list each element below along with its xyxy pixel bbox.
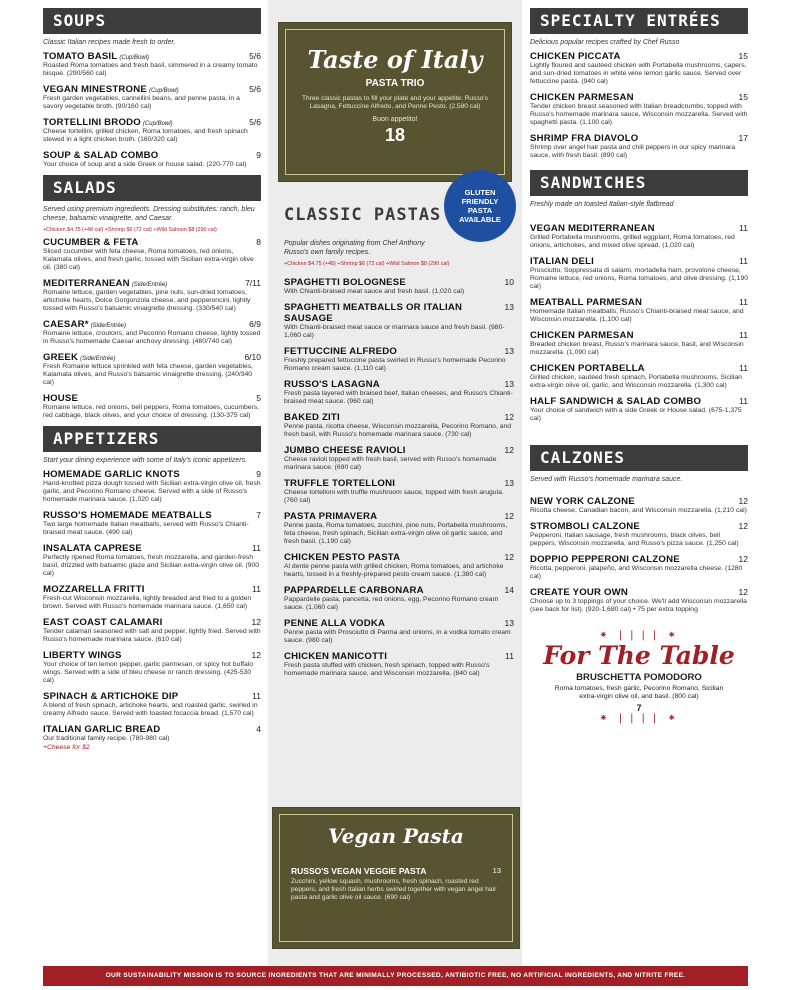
item-price: 4: [256, 724, 261, 734]
menu-item: [530, 223, 748, 250]
bruschetta-name: BRUSCHETTA POMODORO: [576, 672, 702, 683]
salads-list: [43, 237, 261, 420]
item-name: JUMBO CHEESE RAVIOLI: [284, 445, 406, 456]
salads-intro: Served using premium ingredients. Dressing substitutes: ranch, bleu cheese, balsamic vinaigrette, and Caesar.: [43, 206, 255, 222]
item-desc: Your choice of ten lemon pepper, garlic parmesan, or spicy hot buffalo wings. Served with a side of bleu cheese or ranch dressing. (425-530 cal): [43, 661, 254, 684]
item-price: 9: [256, 150, 261, 160]
menu-item: [284, 379, 514, 406]
menu-item: [43, 650, 261, 685]
item-desc: With Chianti-braised meat sauce or marinara sauce and fresh basil. (980-1,060 cal): [284, 324, 505, 339]
menu-item: [530, 396, 748, 423]
item-size-note: (Cup/Bowl): [142, 121, 173, 127]
item-desc: Penne pasta, Roma tomatoes, zucchini, pine nuts, Portabella mushrooms, feta cheese, fresh spinach, Sicilian extra-virgin olive oil garlic sauce, and fresh basil. (1,190 cal): [284, 522, 508, 545]
item-desc: Breaded chicken breast, Russo's marinara sauce, basil, and Wisconsin mozzarella. (1,090 cal): [530, 341, 744, 356]
item-desc: Freshly prepared fettuccine pasta swirled in Russo's homemade Pecorino Romano cream sauce. (1,110 cal): [284, 357, 506, 372]
item-desc: Grilled Portabella mushrooms, grilled eggplant, Roma tomatoes, red onions, artichokes, and mixed olive spread. (1,020 cal): [530, 234, 735, 249]
item-price: 11: [505, 651, 514, 661]
pasta-trio-panel: [278, 22, 512, 182]
specialty-header: [530, 8, 748, 34]
menu-item: [284, 585, 514, 612]
item-price: 15: [738, 92, 748, 102]
item-desc: Homemade Italian meatballs, Russo's Chianti-braised meat sauce, and Wisconsin mozzarella. (1,100 cal): [530, 308, 744, 323]
item-name: ITALIAN GARLIC BREAD: [43, 724, 161, 735]
item-name: MEDITERRANEAN: [43, 278, 130, 289]
menu-item: [43, 237, 261, 272]
item-desc: Ricotta, pepperoni, jalapeño, and Wisconsin mozzarella cheese. (1280 cal): [530, 565, 743, 580]
item-price: 13: [504, 302, 514, 312]
vegan-title: Vegan Pasta: [328, 824, 464, 848]
item-price: 15: [738, 51, 748, 61]
item-desc: Your choice of soup and a side Greek or house salad. (220-770 cal): [43, 161, 247, 168]
item-name: HALF SANDWICH & SALAD COMBO: [530, 396, 702, 407]
appetizers-header: [43, 426, 261, 452]
menu-item: [43, 84, 261, 111]
item-name: CHICKEN PARMESAN: [530, 92, 634, 103]
item-price: 6/10: [244, 352, 261, 362]
menu-item: [43, 724, 261, 743]
item-desc: Choose up to 3 toppings of your choice. We'll add Wisconsin mozzarella (see back for list). (920-1,680 cal) • 75 per extra topping: [530, 598, 747, 613]
item-price: 10: [504, 277, 514, 287]
pasta-trio-desc: Three classic pastas to fill your plate and your appetite: Russo's Lasagna, Fettuccine Alfredo, and Penne Pesto. (2,580 cal): [302, 95, 488, 110]
item-price: 13: [504, 379, 514, 389]
item-desc: Grilled chicken, sautéed fresh spinach, Portabella mushrooms, Sicilian extra-virgin olive oil, garlic, and Wisconsin mozzarella. (1,300 cal): [530, 374, 742, 389]
item-price: 6/9: [249, 319, 261, 329]
item-desc: Romaine lettuce, garden vegetables, pine nuts, sun-dried tomatoes, artichoke hearts, Dolce Gorgonzola cheese, and pepperoncini, lightly tossed with Russo's balsamic vinaigrette dressing. (330/540 cal): [43, 289, 251, 312]
item-desc: Roasted Roma tomatoes and fresh basil, simmered in a creamy tomato bisque. (290/560 cal): [43, 62, 258, 77]
item-name: CHICKEN PARMESAN: [530, 330, 634, 341]
item-name: BAKED ZITI: [284, 412, 340, 423]
item-name: CHICKEN PESTO PASTA: [284, 552, 401, 563]
item-desc: Romaine lettuce, red onions, bell peppers, Roma tomatoes, cucumbers, red cabbage, black olives, and your choice of dressing. (130-375 cal): [43, 404, 260, 419]
item-price: 11: [739, 297, 748, 307]
badge-line-4: AVAILABLE: [459, 215, 501, 224]
item-desc: Pappardelle pasta, pancetta, red onions, egg, Pecorino Romano cream sauce. (1,060 cal): [284, 596, 499, 611]
item-name: INSALATA CAPRESE: [43, 543, 142, 554]
menu-item: [43, 469, 261, 504]
item-name: DOPPIO PEPPERONI CALZONE: [530, 554, 680, 565]
item-desc: Pepperoni, Italian sausage, fresh mushrooms, black olives, bell peppers, Wisconsin mozzarella, and Russo's pizza sauce. (1,250 cal): [530, 532, 739, 547]
gluten-friendly-badge: [444, 170, 516, 242]
appetizers-list: [43, 469, 261, 743]
menu-item: [530, 92, 748, 127]
item-price: 11: [739, 363, 748, 373]
menu-item: [284, 412, 514, 439]
menu-item: [530, 496, 748, 515]
item-name: CUCUMBER & FETA: [43, 237, 139, 248]
item-price: 12: [504, 445, 514, 455]
item-desc: Prosciutto, Soppressata di salami, mortadella ham, provolone cheese, Romaine lettuce, red onions, Roma tomatoes, and olive dressing. (1,190 cal): [530, 267, 748, 290]
specialty-title: SPECIALTY ENTRÉES: [540, 11, 721, 30]
item-price: 11: [739, 223, 748, 233]
top-flourish-icon: ⁕ ❘❘❘❘ ⁕: [599, 630, 679, 641]
item-name: SOUP & SALAD COMBO: [43, 150, 159, 161]
pastas-title: CLASSIC PASTAS: [284, 205, 442, 225]
item-desc: Lightly floured and sautéed chicken with Portabella mushrooms, capers, and sun-dried tomatoes in white wine lemon garlic sauce. Served over fettuccine pasta. (940 cal): [530, 62, 747, 85]
item-desc: Tender calamari seasoned with salt and pepper, lightly fried. Served with Russo's homemade marinara sauce. (610 cal): [43, 628, 261, 643]
menu-item: [43, 117, 261, 144]
item-name: HOMEMADE GARLIC KNOTS: [43, 469, 180, 480]
item-name: SHRIMP FRA DIAVOLO: [530, 133, 639, 144]
item-desc: Al dente penne pasta with grilled chicken, Roma tomatoes, and artichoke hearts, tossed in a freshly-prepared pesto cream sauce. (1,380 cal): [284, 563, 504, 578]
item-name: CREATE YOUR OWN: [530, 587, 629, 598]
vegan-pasta-panel: [272, 807, 520, 949]
item-desc: Fresh-cut Wisconsin mozzarella, lightly breaded and fried to a golden brown. Served with Russo's homemade marinara sauce. (1,650 cal): [43, 595, 252, 610]
item-price: 12: [251, 617, 261, 627]
menu-item: [530, 297, 748, 324]
soups-title: SOUPS: [53, 11, 107, 30]
item-desc: Fresh pasta layered with braised beef, Italian cheeses, and Russo's Chianti-braised meat sauce. (960 cal): [284, 390, 513, 405]
menu-item: [43, 617, 261, 644]
item-desc: Cheese ravioli topped with fresh basil, served with Russo's homemade marinara sauce. (690 cal): [284, 456, 497, 471]
for-the-table-section: [530, 630, 748, 724]
item-name: CAESAR*: [43, 319, 89, 330]
item-price: 17: [738, 133, 748, 143]
pasta-trio-subtitle: PASTA TRIO: [365, 78, 425, 89]
item-name: SPINACH & ARTICHOKE DIP: [43, 691, 179, 702]
item-name: GREEK: [43, 352, 79, 363]
item-desc: Cheese tortellini, grilled chicken, Roma tomatoes, and fresh spinach stewed in a light chicken broth. (160/320 cal): [43, 128, 248, 143]
item-size-note: (Side/Entrée): [131, 282, 168, 288]
item-desc: Our traditional family recipe. (780-980 cal): [43, 735, 170, 742]
item-price: 11: [739, 256, 748, 266]
item-price: 12: [251, 650, 261, 660]
middle-column: [268, 0, 522, 966]
pastas-addons: +Chicken $4.75 (+48) +Shrimp $6 (72 cal) +Wild Salmon $8 (290 cal): [284, 261, 450, 267]
item-name: RUSSO'S HOMEMADE MEATBALLS: [43, 510, 212, 521]
menu-item: [43, 584, 261, 611]
menu-item: [284, 346, 514, 373]
sandwiches-intro: Freshly made on toasted Italian-style flatbread: [530, 201, 674, 208]
item-price: 5/6: [249, 51, 261, 61]
item-name: CHICKEN PICCATA: [530, 51, 621, 62]
menu-item: [530, 363, 748, 390]
item-desc: Two large homemade Italian meatballs, served with Russo's Chianti-braised meat sauce. (490 cal): [43, 521, 249, 536]
item-desc: Penne pasta with Prosciutto di Parma and onions, in a vodka tomato cream sauce. (980 cal): [284, 629, 511, 644]
menu-item: [43, 691, 261, 718]
item-desc: Cheese tortelloni with truffle mushroom sauce, topped with fresh arugula. (760 cal): [284, 489, 504, 504]
item-desc: Fresh pasta stuffed with chicken, fresh spinach, topped with Russo's homemade marinara sauce, and Wisconsin mozzarella. (840 cal): [284, 662, 490, 677]
menu-item: [284, 511, 514, 546]
menu-item: [284, 618, 514, 645]
badge-line-3: PASTA: [467, 206, 493, 215]
badge-line-1: GLUTEN: [464, 188, 496, 197]
calzones-title: CALZONES: [540, 448, 626, 467]
item-name: MOZZARELLA FRITTI: [43, 584, 145, 595]
menu-item: [43, 543, 261, 578]
pastas-intro: Popular dishes originating from Chef Anthony Russo's own family recipes.: [284, 240, 425, 256]
right-column: [530, 8, 748, 724]
pasta-trio-greeting: Buon appetito!: [372, 116, 418, 123]
salads-title: SALADS: [53, 178, 117, 197]
item-name: VEGAN MEDITERRANEAN: [530, 223, 655, 234]
item-price: 12: [504, 552, 514, 562]
pasta-trio-price: 18: [384, 125, 406, 145]
item-price: 8: [256, 237, 261, 247]
vegan-item-name: RUSSO'S VEGAN VEGGIE PASTA: [291, 866, 427, 876]
item-price: 13: [504, 618, 514, 628]
pasta-trio-title: Taste of Italy: [307, 45, 483, 74]
item-name: ITALIAN DELI: [530, 256, 595, 267]
item-size-note: (Cup/Bowl): [119, 55, 150, 61]
left-column: [43, 8, 261, 751]
salads-header: [43, 175, 261, 201]
item-name: HOUSE: [43, 393, 79, 404]
item-name: PAPPARDELLE CARBONARA: [284, 585, 424, 596]
menu-item: [284, 302, 514, 340]
item-desc: Hand-knotted pizza dough tossed with Sicilian extra-virgin olive oil, fresh garlic, and Pecorino Romano cheese. Served with a side of Russo's homemade marinara sauce. (1,020 cal): [43, 480, 261, 503]
menu-item: [284, 552, 514, 579]
item-price: 12: [504, 412, 514, 422]
item-desc: Perfectly ripened Roma tomatoes, fresh mozzarella, and garden-fresh basil, drizzled with balsamic glaze and Sicilian extra-virgin olive oil. (900 cal): [43, 554, 260, 577]
item-desc: Sliced cucumber with feta cheese, Roma tomatoes, red onions, Kalamata olives, and fresh garlic, tossed with Sicilian extra-virgin olive oil. (380 cal): [43, 248, 254, 271]
item-name: RUSSO'S LASAGNA: [284, 379, 380, 390]
item-price: 12: [738, 496, 748, 506]
item-price: 13: [504, 346, 514, 356]
item-desc: Romaine lettuce, croutons, and Pecorino Romano cheese, lightly tossed in Russo's homemade Caesar anchovy dressing. (480/740 cal): [43, 330, 261, 345]
item-name: NEW YORK CALZONE: [530, 496, 635, 507]
item-size-note: (Side/Entrée): [80, 356, 116, 362]
calzones-header: [530, 445, 748, 471]
menu-item: [530, 51, 748, 86]
menu-item: [43, 393, 261, 420]
appetizers-extra: +Cheese for $2: [43, 744, 90, 751]
item-name: TRUFFLE TORTELLONI: [284, 478, 396, 489]
bruschetta-price: 7: [636, 703, 642, 713]
item-name: PASTA PRIMAVERA: [284, 511, 378, 522]
menu-item: [530, 133, 748, 160]
item-price: 11: [252, 543, 261, 553]
appetizers-intro: Start your dining experience with some of Italy's iconic appetizers.: [43, 457, 248, 464]
menu-item: [284, 445, 514, 472]
menu-item: [43, 150, 261, 169]
item-name: MEATBALL PARMESAN: [530, 297, 643, 308]
item-desc: Tender chicken breast seasoned with Italian breadcrumbs, topped with Russo's homemade marinara sauce, Wisconsin mozzarella. Served with spaghetti pasta. (1,100 cal): [530, 103, 748, 126]
item-desc: Ricotta cheese, Canadian bacon, and Wisconsin mozzarella. (1,210 cal): [530, 507, 747, 514]
menu-item: [43, 319, 261, 346]
vegan-item-price: 13: [492, 866, 501, 875]
item-name: TORTELLINI BRODO: [43, 117, 141, 128]
item-price: 12: [504, 511, 514, 521]
sandwiches-list: [530, 223, 748, 423]
item-price: 7/11: [245, 278, 261, 288]
item-price: 11: [739, 396, 748, 406]
item-desc: Fresh garden vegetables, cannellini beans, and penne pasta, in a savory vegetable broth. (90/160 cal): [43, 95, 240, 110]
calzones-intro: Served with Russo's homemade marinara sauce.: [530, 476, 683, 483]
menu-item: [530, 521, 748, 548]
menu-item: [43, 510, 261, 537]
item-price: 12: [738, 521, 748, 531]
menu-item: [530, 330, 748, 357]
item-name: LIBERTY WINGS: [43, 650, 122, 661]
menu-item: [43, 51, 261, 78]
menu-item: [530, 256, 748, 291]
bruschetta-desc: Roma tomatoes, fresh garlic, Pecorino Romano, Sicilian extra-virgin olive oil, and basil. (800 cal): [554, 685, 724, 700]
menu-item: [530, 554, 748, 581]
item-desc: Your choice of sandwich with a side Greek or House salad. (675-1,375 cal): [530, 407, 742, 422]
sandwiches-header: [530, 170, 748, 196]
specialty-intro: Delicious popular recipes crafted by Chef Russo: [530, 39, 680, 46]
vegan-item-desc: Zucchini, yellow squash, mushrooms, fresh spinach, roasted red peppers, and fresh Italian herbs swirled together with vegan angel hair pasta and garlic olive oil sauce. (690 cal): [291, 878, 497, 901]
item-desc: Penne pasta, ricotta cheese, Wisconsin mozzarella, Pecorino Romano, and fresh basil, with Russo's homemade marinara sauce. (730 cal): [284, 423, 512, 438]
item-name: STROMBOLI CALZONE: [530, 521, 640, 532]
menu-item: [284, 478, 514, 505]
item-name: CHICKEN PORTABELLA: [530, 363, 645, 374]
item-name: SPAGHETTI MEATBALLS OR ITALIAN SAUSAGE: [284, 302, 463, 324]
appetizers-title: APPETIZERS: [53, 429, 160, 448]
item-price: 5: [256, 393, 261, 403]
menu-item: [43, 352, 261, 387]
item-name: SPAGHETTI BOLOGNESE: [284, 277, 406, 288]
menu-item: [43, 278, 261, 313]
item-desc: Shrimp over angel hair pasta and chili peppers in our spicy marinara sauce, with fresh basil. (890 cal): [530, 144, 736, 159]
item-name: CHICKEN MANICOTTI: [284, 651, 388, 662]
soups-header: [43, 8, 261, 34]
menu-item: [284, 651, 514, 678]
soups-list: [43, 51, 261, 169]
item-price: 13: [504, 478, 514, 488]
item-price: 5/6: [249, 117, 261, 127]
item-size-note: (Side/Entrée): [90, 323, 127, 329]
item-name: EAST COAST CALAMARI: [43, 617, 163, 628]
item-price: 9: [256, 469, 261, 479]
item-price: 11: [252, 584, 261, 594]
item-price: 5/6: [249, 84, 261, 94]
menu-item: [530, 587, 748, 614]
item-desc: Fresh Romaine lettuce sprinkled with feta cheese, garden vegetables, Kalamata olives, and Russo's balsamic vinaigrette dressing. (240/340 cal): [43, 363, 254, 386]
item-name: PENNE ALLA VODKA: [284, 618, 386, 629]
pastas-list: [284, 277, 514, 678]
calzones-list: [530, 496, 748, 614]
item-price: 11: [739, 330, 748, 340]
sandwiches-title: SANDWICHES: [540, 173, 647, 192]
menu-item: [284, 277, 514, 296]
item-price: 12: [738, 554, 748, 564]
item-name: FETTUCCINE ALFREDO: [284, 346, 398, 357]
item-size-note: (Cup/Bowl): [148, 88, 179, 94]
salads-addons: +Chicken $4.75 (+48 cal) +Shrimp $6 (72 cal) +Wild Salmon $8 (290 cal): [43, 227, 217, 233]
item-desc: With Chianti-braised meat sauce and fresh basil. (1,020 cal): [284, 288, 465, 295]
item-name: TOMATO BASIL: [43, 51, 118, 62]
item-price: 14: [504, 585, 514, 595]
item-name: VEGAN MINESTRONE: [43, 84, 147, 95]
sustainability-footer: OUR SUSTAINABILITY MISSION IS TO SOURCE INGREDIENTS THAT ARE MINIMALLY PROCESSED, ANTIBIOTIC FREE, NO ARTIFICIAL INGREDIENTS, AND NITRITE FREE.: [43, 966, 748, 986]
badge-line-2: FRIENDLY: [461, 197, 499, 206]
item-price: 7: [256, 510, 261, 520]
for-the-table-title: For The Table: [543, 641, 735, 670]
item-price: 12: [738, 587, 748, 597]
soups-intro: Classic Italian recipes made fresh to order.: [43, 39, 176, 46]
specialty-list: [530, 51, 748, 160]
item-price: 11: [252, 691, 261, 701]
bottom-flourish-icon: ⁕ ❘❘❘❘ ⁕: [599, 713, 679, 724]
item-desc: A blend of fresh spinach, artichoke hearts, and roasted garlic, swirled in creamy Alfredo sauce. Served with toasted focaccia bread. (1,570 cal): [43, 702, 258, 717]
